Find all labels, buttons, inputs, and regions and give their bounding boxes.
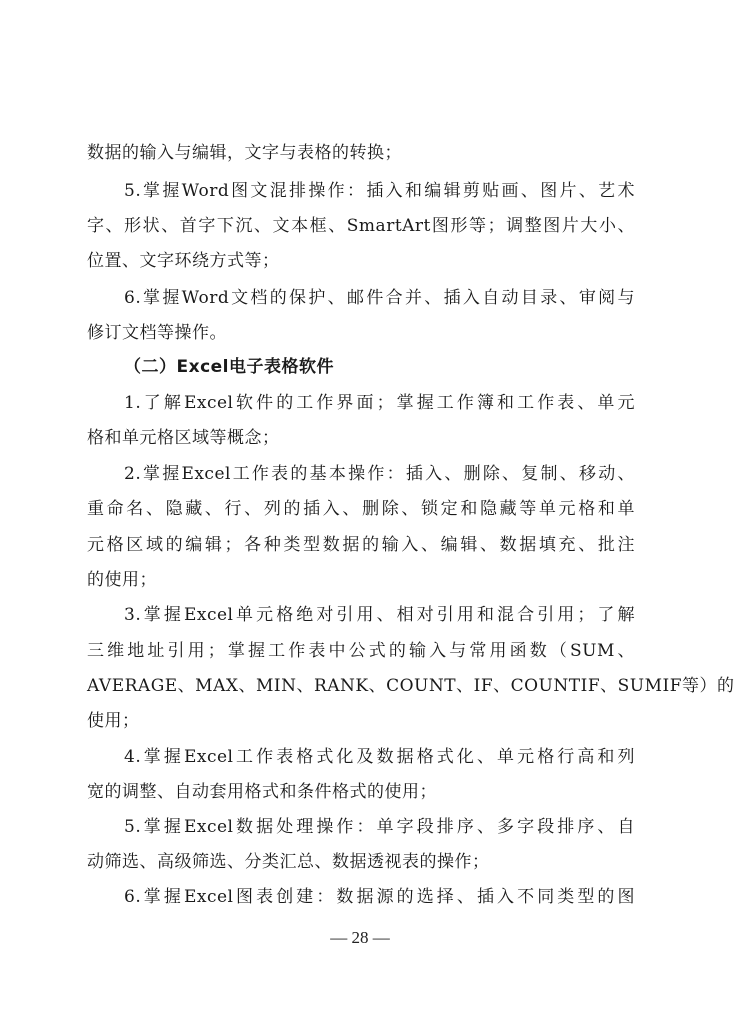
text-line: 使用； xyxy=(87,711,140,731)
text-line: 宽的调整、自动套用格式和条件格式的使用； xyxy=(87,782,437,802)
text-line: 数据的输入与编辑，文字与表格的转换； xyxy=(87,143,402,163)
text-line: 三维地址引用；掌握工作表中公式的输入与常用函数（SUM、 xyxy=(87,641,635,661)
text-line: 2.掌握Excel工作表的基本操作：插入、删除、复制、移动、 xyxy=(124,464,635,484)
text-line: 重命名、隐藏、行、列的插入、删除、锁定和隐藏等单元格和单 xyxy=(87,499,635,519)
text-line: 5.掌握Word图文混排操作：插入和编辑剪贴画、图片、艺术 xyxy=(124,181,635,201)
text-line: 字、形状、首字下沉、文本框、SmartArt图形等；调整图片大小、 xyxy=(87,216,635,236)
text-line: 6.掌握Word文档的保护、邮件合并、插入自动目录、审阅与 xyxy=(124,288,635,308)
text-line: 动筛选、高级筛选、分类汇总、数据透视表的操作； xyxy=(87,852,490,872)
text-line: 的使用； xyxy=(87,570,157,590)
text-line: 元格区域的编辑；各种类型数据的输入、编辑、数据填充、批注 xyxy=(87,535,635,555)
text-line: 3.掌握Excel单元格绝对引用、相对引用和混合引用；了解 xyxy=(124,605,635,625)
text-line: AVERAGE、MAX、MIN、RANK、COUNT、IF、COUNTIF、SUMIF等）的 xyxy=(87,676,735,696)
section-heading: （二）Excel电子表格软件 xyxy=(124,357,335,377)
page-number: — 28 — xyxy=(330,928,390,947)
text-line: 6.掌握Excel图表创建：数据源的选择、插入不同类型的图 xyxy=(124,887,635,907)
text-line: 4.掌握Excel工作表格式化及数据格式化、单元格行高和列 xyxy=(124,747,635,767)
text-line: 1.了解Excel软件的工作界面；掌握工作簿和工作表、单元 xyxy=(124,393,635,413)
text-line: 格和单元格区域等概念； xyxy=(87,428,280,448)
text-line: 5.掌握Excel数据处理操作：单字段排序、多字段排序、自 xyxy=(124,817,635,837)
text-line: 修订文档等操作。 xyxy=(87,323,227,343)
text-line: 位置、文字环绕方式等； xyxy=(87,251,280,271)
